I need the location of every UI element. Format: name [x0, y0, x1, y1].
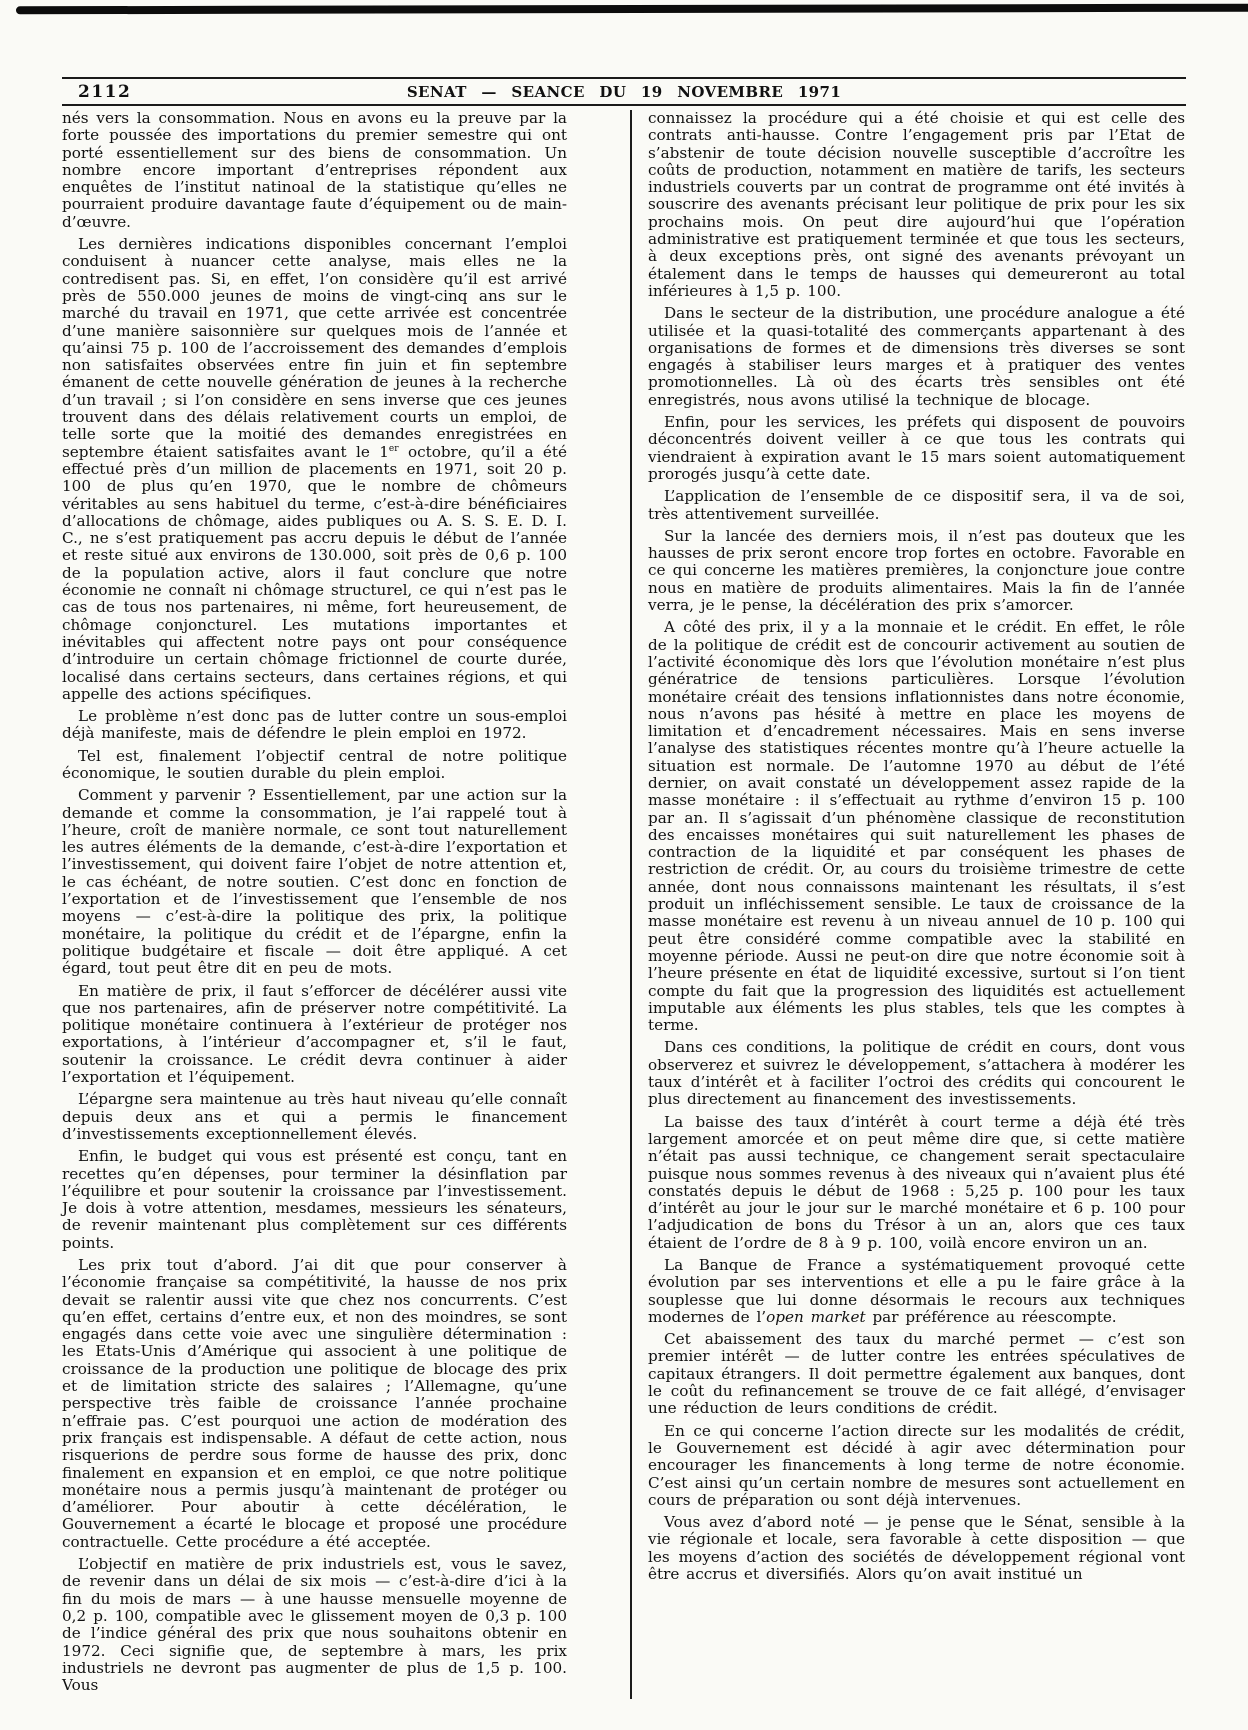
- two-column-text: [62, 110, 1185, 1699]
- paragraph: L’application de l’ensemble de ce dispositif sera, il va de soi, très attentivement surveillée.: [648, 487, 1185, 523]
- paragraph: Enfin, le budget qui vous est présenté est conçu, tant en recettes qu’en dépenses, pour terminer la désinflation par l’équilibre et pour soutenir la croissance par l’investissement. Je dois à votre attention, mesdames, messieurs les sénateurs, de revenir maintenant plus complètement sur ces différents points.: [62, 1147, 567, 1252]
- paragraph: L’épargne sera maintenue au très haut niveau qu’elle connaît depuis deux ans et qui a permis le financement d’investissements exceptionnellement élevés.: [62, 1090, 567, 1143]
- paragraph: nés vers la consommation. Nous en avons eu la preuve par la forte poussée des importations du premier semestre qui ont porté essentiellement sur des biens de consommation. Un nombre encore important d’entreprises répondent aux enquêtes de l’institut natinoal de la statistique qu’elles ne pourraient produire davantage faute d’équipement ou de main-d’œuvre.: [62, 109, 567, 231]
- page-number: 2112: [78, 81, 132, 102]
- paragraph: L’objectif en matière de prix industriels est, vous le savez, de revenir dans un délai de six mois — c’est-à-dire d’ici à la fin du mois de mars — à une hausse mensuelle moyenne de 0,2 p. 100, compatible avec le glissement moyen de 0,3 p. 100 de l’indice général des prix que nous souhaitons obtenir en 1972. Ceci signifie que, de septembre à mars, les prix industriels ne devront pas augmenter de plus de 1,5 p. 100. Vous: [62, 1555, 567, 1695]
- paragraph: Cet abaissement des taux du marché permet — c’est son premier intérêt — de lutter contre les entrées spéculatives de capitaux étrangers. Il doit permettre également aux banques, dont le coût du refinancement se trouve de ce fait allégé, d’envisager une réduction de leurs conditions de crédit.: [648, 1330, 1185, 1418]
- column-divider: [630, 110, 632, 1699]
- paragraph-text: La Banque de France a systématiquement provoqué cette évolution par ses interventions et elle a pu le faire grâce à la souplesse que lui donne désormais le recours aux techniques modernes de l’: [648, 1256, 1185, 1326]
- paragraph: La baisse des taux d’intérêt à court terme a déjà été très largement amorcée et on peut même dire que, si cette matière n’était pas aussi technique, ce changement serait spectaculaire puisque nous sommes revenus à des niveaux qui n’avaient plus été constatés depuis le début de 1968 : 5,25 p. 100 pour les taux d’intérêt au jour le jour sur le marché monétaire et 6 p. 100 pour l’adjudication de bons du Trésor à un an, alors que ces taux étaient de l’ordre de 8 à 9 p. 100, voilà encore environ un an.: [648, 1112, 1185, 1252]
- column-left: [62, 110, 567, 1699]
- paragraph: Dans le secteur de la distribution, une procédure analogue a été utilisée et la quasi-totalité des commerçants appartenant à des organisations de formes et de dimensions très diverses se sont engagés à stabiliser leurs marges et à pratiquer des ventes promotionnelles. Là où des écarts très sensibles ont été enregistrés, nous avons utilisé la technique de blocage.: [648, 304, 1185, 409]
- paragraph: A côté des prix, il y a la monnaie et le crédit. En effet, le rôle de la politique de crédit est de concourir activement au soutien de l’activité économique dès lors que l’évolution monétaire n’est plus génératrice de tensions particulières. Lorsque l’évolution monétaire créait des tensions inflationnistes dans notre économie, nous n’avons pas hésité à mettre en place les moyens de limitation et d’encadrement nécessaires. Mais en sens inverse l’analyse des statistiques récentes montre qu’à l’heure actuelle la situation est normale. De l’automne 1970 au début de l’été dernier, on avait constaté un développement assez rapide de la masse monétaire : il s’effectuait au rythme d’environ 15 p. 100 par an. Il s’agissait d’un phénomène classique de reconstitution des encaisses monétaires qui suit naturellement les phases de contraction de la liquidité et par conséquent les phases de restriction de crédit. Or, au cours du troisième trimestre de cette année, dont nous connaissons maintenant les résultats, il s’est produit un infléchissement sensible. Le taux de croissance de la masse monétaire est revenu à un niveau annuel de 10 p. 100 qui peut être considéré comme compatible avec la stabilité en moyenne période. Aussi ne peut-on dire que notre économie soit à l’heure présente en état de liquidité excessive, surtout si l’on tient compte du fait que la progression des liquidités est actuellement imputable aux éléments les plus stables, tels que les comptes à terme.: [648, 618, 1185, 1035]
- paragraph: Enfin, pour les services, les préfets qui disposent de pouvoirs déconcentrés doivent veiller à ce que tous les contrats qui viendraient à expiration avant le 15 mars soient automatiquement prorogés jusqu’à cette date.: [648, 413, 1185, 483]
- paragraph: [62, 236, 567, 703]
- header-title: SENAT — SEANCE DU 19 NOVEMBRE 1971: [406, 82, 842, 101]
- page-header: [62, 77, 1186, 106]
- paragraph-text: par préférence au réescompte.: [865, 1307, 1117, 1326]
- column-right: [648, 110, 1185, 1699]
- italic-term: open market: [766, 1307, 866, 1326]
- paragraph: Comment y parvenir ? Essentiellement, par une action sur la demande et comme la consommation, je l’ai rappelé tout à l’heure, croît de manière normale, ce sont tout naturellement les autres éléments de la demande, c’est-à-dire l’exportation et l’investissement, qui doivent faire l’objet de notre attention et, le cas échéant, de notre soutien. C’est donc en fonction de l’exportation et de l’investissement que l’ensemble de nos moyens — c’est-à-dire la politique des prix, la politique monétaire, la politique du crédit et de l’épargne, enfin la politique budgétaire et fiscale — doit être appliqué. A cet égard, tout peut être dit en peu de mots.: [62, 786, 567, 978]
- top-edge-rule: [16, 4, 1248, 15]
- superscript-ordinal: er: [388, 443, 399, 454]
- paragraph: [648, 1257, 1185, 1326]
- paragraph-text: Les dernières indications disponibles concernant l’emploi conduisent à nuancer cette analyse, mais elles ne la contredisent pas. Si, en effet, l’on considère qu’il est arrivé près de 550.000 jeunes de moins de vingt-cinq ans sur le marché du travail en 1971, que cette arrivée est concentrée d’une manière saisonnière sur quelques mois de l’année et qu’ainsi 75 p. 100 de l’accroissement des demandes d’emplois non satisfaites observées entre fin juin et fin septembre émanent de cette nouvelle génération de jeunes à la recherche d’un travail ; si l’on considère en sens inverse que ces jeunes trouvent dans des délais relativement courts un emploi, de telle sorte que la moitié des demandes enregistrées en septembre étaient satisfaites avant le 1: [62, 235, 567, 461]
- paragraph: Tel est, finalement l’objectif central de notre politique économique, le soutien durable du plein emploi.: [62, 746, 567, 782]
- paragraph: Les prix tout d’abord. J’ai dit que pour conserver à l’économie française sa compétitivité, la hausse de nos prix devait se ralentir aussi vite que chez nos concurrents. C’est qu’en effet, certains d’entre eux, et non des moindres, se sont engagés dans cette voie avec une singulière détermination : les Etats-Unis d’Amérique qui associent à une politique de croissance de la production une politique de blocage des prix et de limitation stricte des salaires ; l’Allemagne, qu’une perspective très faible de croissance l’année prochaine n’effraie pas. C’est pourquoi une action de modération des prix français est indispensable. A défaut de cette action, nous risquerions de perdre sous forme de hausse des prix, donc finalement en expansion et en emploi, ce que notre politique monétaire nous a permis jusqu’à maintenant de protéger ou d’améliorer. Pour aboutir à cette décélération, le Gouvernement a écarté le blocage et proposé une procédure contractuelle. Cette procédure a été acceptée.: [62, 1256, 567, 1551]
- paragraph-text: octobre, qu’il a été effectué près d’un million de placements en 1971, soit 20 p. 100 de plus qu’en 1970, que le nombre de chômeurs véritables au sens habituel du terme, c’est-à-dire bénéficiaires d’allocations de chômage, aides publiques ou A. S. S. E. D. I. C., ne s’est pratiquement pas accru depuis le début de l’année et reste situé aux environs de 130.000, soit près de 0,6 p. 100 de la population active, alors il faut conclure que notre économie ne connaît ni chômage structurel, ce qui n’est pas le cas de tous nos partenaires, ni même, fort heureusement, de chômage conjoncturel. Les mutations importantes et inévitables qui affectent notre pays ont pour conséquence d’introduire un certain chômage frictionnel de courte durée, localisé dans certains secteurs, dans certaines régions, et qui appelle des actions spécifiques.: [62, 442, 567, 703]
- paragraph: Dans ces conditions, la politique de crédit en cours, dont vous observerez et suivrez le développement, s’attachera à modérer les taux d’intérêt et à faciliter l’octroi des crédits qui concourent le plus directement au financement des investissements.: [648, 1038, 1185, 1109]
- paragraph: En matière de prix, il faut s’efforcer de décélérer aussi vite que nos partenaires, afin de préserver notre compétitivité. La politique monétaire continuera à l’extérieur de protéger nos exportations, à l’intérieur d’accompagner et, s’il le faut, soutenir la croissance. Le crédit devra continuer à aider l’exportation et l’équipement.: [62, 981, 567, 1087]
- paragraph: En ce qui concerne l’action directe sur les modalités de crédit, le Gouvernement est décidé à agir avec détermination pour encourager les financements à long terme de notre économie. C’est ainsi qu’un certain nombre de mesures sont actuellement en cours de préparation ou sont déjà intervenues.: [648, 1421, 1185, 1509]
- paragraph: Le problème n’est donc pas de lutter contre un sous-emploi déjà manifeste, mais de défendre le plein emploi en 1972.: [62, 707, 567, 743]
- paragraph: Vous avez d’abord noté — je pense que le Sénat, sensible à la vie régionale et locale, sera favorable à cette disposition — que les moyens d’action des sociétés de développement régional vont être accrus et diversifiés. Alors qu’on avait institué un: [648, 1513, 1185, 1584]
- paragraph: connaissez la procédure qui a été choisie et qui est celle des contrats anti-hausse. Contre l’engagement pris par l’Etat de s’abstenir de toute décision nouvelle susceptible d’accroître les coûts de production, notamment en matière de tarifs, les secteurs industriels couverts par un contrat de programme ont été invités à souscrire des avenants précisant leur politique de prix pour les six prochains mois. On peut dire aujourd’hui que l’opération administrative est pratiquement terminée et que tous les secteurs, à deux exceptions près, ont signé des avenants prévoyant un étalement dans le temps de hausses qui demeureront au total inférieures à 1,5 p. 100.: [648, 109, 1185, 300]
- paragraph: Sur la lancée des derniers mois, il n’est pas douteux que les hausses de prix seront encore trop fortes en octobre. Favorable en ce qui concerne les matières premières, la conjoncture joue contre nous en matière de produits alimentaires. Mais la fin de l’année verra, je le pense, la décélération des prix s’amorcer.: [648, 526, 1185, 615]
